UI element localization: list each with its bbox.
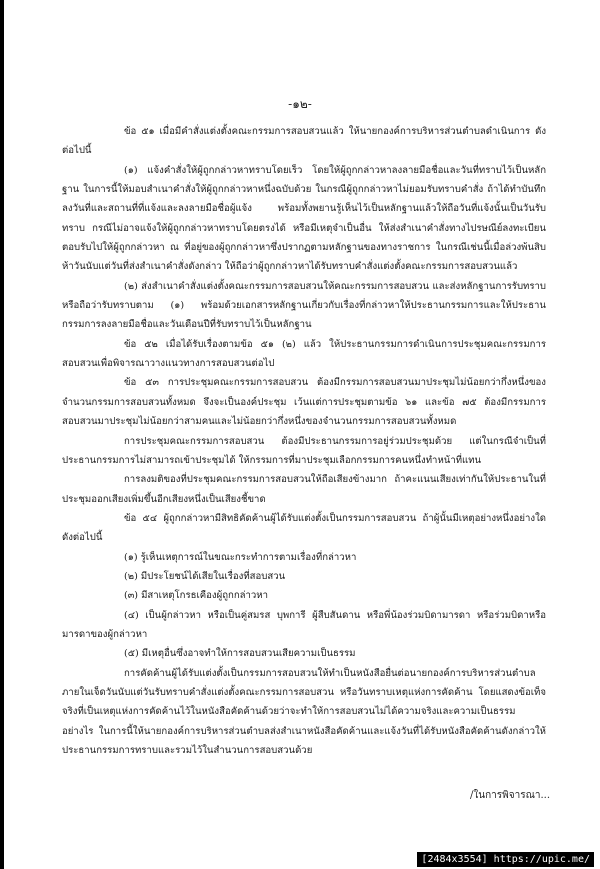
paragraph-clause-51-2: (๒) ส่งสำเนาคำสั่งแต่งตั้งคณะกรรมการสอบสวนให้คณะกรรมการสอบสวน และส่งหลักฐานการรับทราบ หรือถือว่ารับทราบตาม (๑) พร้อมด้วยเอกสารหลักฐานเกี่ยวกับเรื่องที่กล่าวหาให้ประธานกรรมการและให้ประธานกรรมการลงลายมือชื่อและวันเดือนปีที่รับทราบไว้เป็นหลักฐาน xyxy=(62,280,546,331)
list-item-54-3: (๓) มีสาเหตุโกรธเคืองผู้ถูกกล่าวหา xyxy=(124,590,269,602)
paragraph-clause-53: ข้อ ๕๓ การประชุมคณะกรรมการสอบสวน ต้องมีกรรมการสอบสวนมาประชุมไม่น้อยกว่ากึ่งหนึ่งของจำนวนกรรมการสอบสวนทั้งหมด จึงจะเป็นองค์ประชุม เว้นแต่การประชุมตามข้อ ๖๑ และข้อ ๗๕ ต้องมีกรรมการสอบสวนมาประชุมไม่น้อยกว่าสามคนและไม่น้อยกว่ากึ่งหนึ่งของจำนวนกรรมการสอบสวนทั้งหมด xyxy=(62,377,546,428)
paragraph-clause-54: ข้อ ๕๔ ผู้ถูกกล่าวหามีสิทธิคัดค้านผู้ได้รับแต่งตั้งเป็นกรรมการสอบสวน ถ้าผู้นั้นมีเหตุอย่างหนึ่งอย่างใด ดังต่อไปนี้ xyxy=(62,512,546,544)
list-item-54-5: (๕) มีเหตุอื่นซึ่งอาจทำให้การสอบสวนเสียความเป็นธรรม xyxy=(124,648,356,660)
paragraph-objection: การคัดค้านผู้ได้รับแต่งตั้งเป็นกรรมการสอบสวนให้ทำเป็นหนังสือยื่นต่อนายกองค์การบริหารส่วนตำบลภายในเจ็ดวันนับแต่วันรับทราบคำสั่งแต่งตั้งคณะกรรมการสอบสวน หรือวันทราบเหตุแห่งการคัดค้าน โดยแสดงข้อเท็จจริงที่เป็นเหตุแห่งการคัดค้านไว้ในหนังสือคัดค้านด้วยว่าจะทำให้การสอบสวนไม่ได้ความจริงและความเป็นธรรมอย่างไร ในการนี้ให้นายกองค์การบริหารส่วนตำบลส่งสำเนาหนังสือคัดค้านและแจ้งวันที่ได้รับหนังสือคัดค้านดังกล่าวให้ประธานกรรมการทราบและรวมไว้ในสำนวนการสอบสวนด้วย xyxy=(62,667,546,756)
scan-edge xyxy=(0,0,4,869)
continuation-marker: /ในการพิจารณา... xyxy=(470,790,550,801)
paragraph-clause-52: ข้อ ๕๒ เมื่อได้รับเรื่องตามข้อ ๕๑ (๒) แล้ว ให้ประธานกรรมการดำเนินการประชุมคณะกรรมการสอบสวนเพื่อพิจารณาวางแนวทางการสอบสวนต่อไป xyxy=(62,338,546,370)
paragraph-clause-53-vote: การลงมติของที่ประชุมคณะกรรมการสอบสวนให้ถือเสียงข้างมาก ถ้าคะแนนเสียงเท่ากันให้ประธานในที่ประชุมออกเสียงเพิ่มขึ้นอีกเสียงหนึ่งเป็นเสียงชี้ขาด xyxy=(62,474,546,505)
list-item-54-2: (๒) มีประโยชน์ได้เสียในเรื่องที่สอบสวน xyxy=(124,570,286,582)
paragraph-clause-51-1: (๑) แจ้งคำสั่งให้ผู้ถูกกล่าวหาทราบโดยเร็ว โดยให้ผู้ถูกกล่าวหาลงลายมือชื่อและวันที่ทราบไว้เป็นหลักฐาน ในการนี้ให้มอบสำเนาคำสั่งให้ผู้ถูกกล่าวหาหนึ่งฉบับด้วย ในกรณีผู้ถูกกล่าวหาไม่ยอมรับทราบคำสั่ง ถ้าได้ทำบันทึกลงวันที่และสถานที่ที่แจ้งและลงลายมือชื่อผู้แจ้ง พร้อมทั้งพยานรู้เห็นไว้เป็นหลักฐานแล้วให้ถือวันที่แจ้งนั้นเป็นวันรับทราบ กรณีไม่อาจแจ้งให้ผู้ถูกกล่าวหาทราบโดยตรงได้ หรือมีเหตุจำเป็นอื่น ให้ส่งสำเนาคำสั่งทางไปรษณีย์ลงทะเบียนตอบรับไปให้ผู้ถูกกล่าวหา ณ ที่อยู่ของผู้ถูกกล่าวหาซึ่งปรากฏตามหลักฐานของทางราชการ ในกรณีเช่นนี้เมื่อล่วงพ้นสิบห้าวันนับแต่วันที่ส่งสำเนาคำสั่งดังกล่าว ให้ถือว่าผู้ถูกกล่าวหาได้รับทราบคำสั่งแต่งตั้งคณะกรรมการสอบสวนแล้ว xyxy=(62,164,546,273)
list-item-54-1: (๑) รู้เห็นเหตุการณ์ในขณะกระทำการตามเรื่องที่กล่าวหา xyxy=(124,551,357,563)
paragraph-clause-51: ข้อ ๕๑ เมื่อมีคำสั่งแต่งตั้งคณะกรรมการสอบสวนแล้ว ให้นายกองค์การบริหารส่วนตำบลดำเนินการ ดังต่อไปนี้ xyxy=(62,126,546,157)
page-number: -๑๒- xyxy=(288,97,312,111)
paragraph-clause-53-chair: การประชุมคณะกรรมการสอบสวน ต้องมีประธานกรรมการอยู่ร่วมประชุมด้วย แต่ในกรณีจำเป็นที่ประธานกรรมการไม่สามารถเข้าประชุมได้ ให้กรรมการที่มาประชุมเลือกกรรมการคนหนึ่งทำหน้าที่แทน xyxy=(62,435,546,466)
image-host-watermark: [2484x3554] https://upic.me/ xyxy=(417,852,594,867)
list-item-54-4: (๔) เป็นผู้กล่าวหา หรือเป็นคู่สมรส บุพการี ผู้สืบสันดาน หรือพี่น้องร่วมบิดามารดา หรือร่วมบิดาหรือมารดาของผู้กล่าวหา xyxy=(62,609,546,640)
document-body xyxy=(62,122,546,760)
